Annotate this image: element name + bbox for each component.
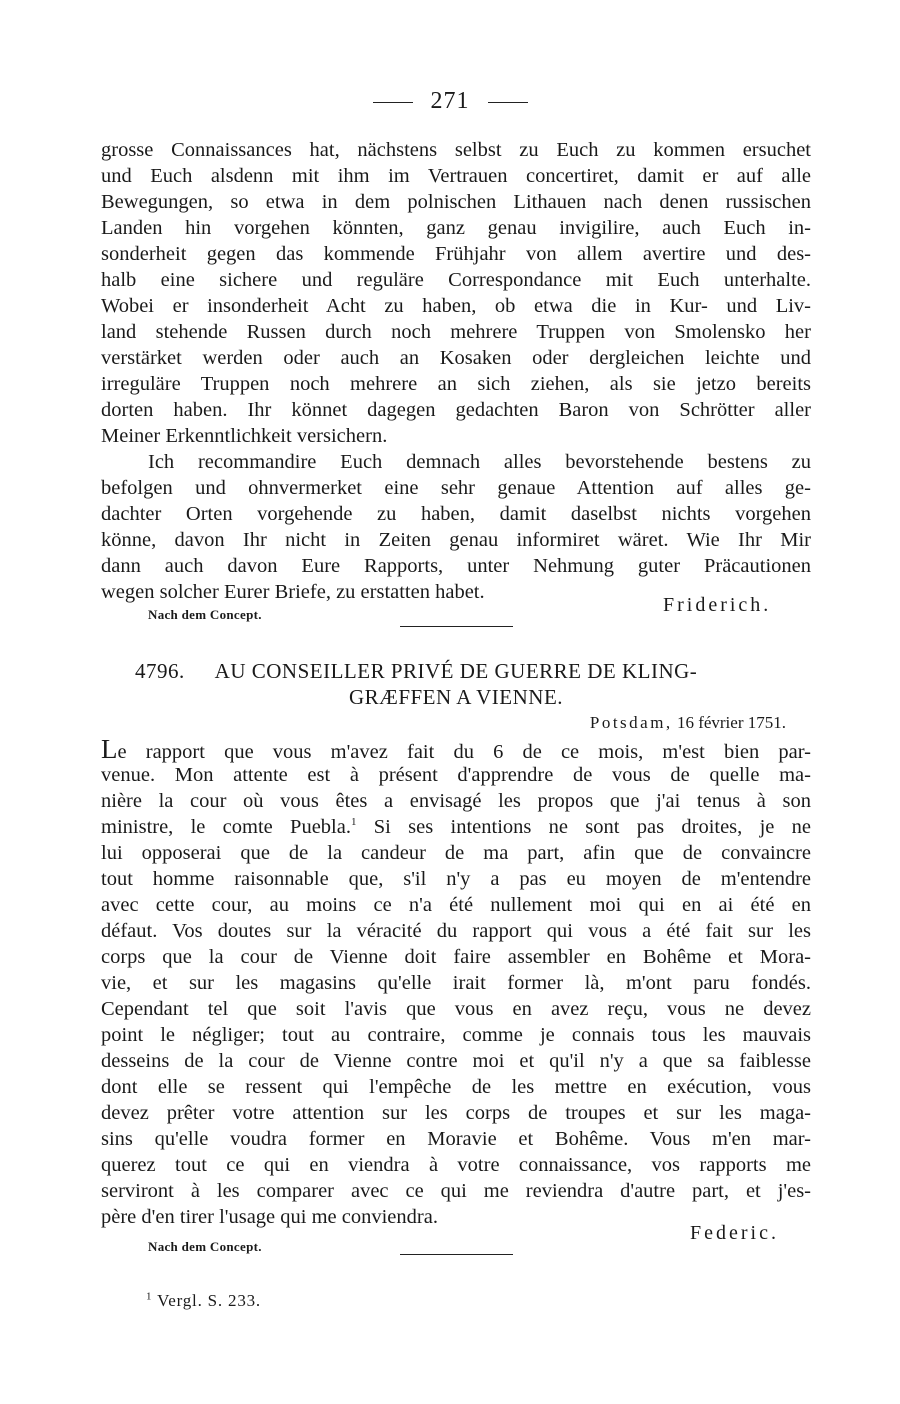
text-line: serviront à les comparer avec ce qui me reviendra d'autre part, et j'es-	[101, 1180, 811, 1202]
text-line: lui opposerai que de la candeur de ma part, afin que de convaincre	[101, 842, 811, 864]
page-number: 271	[430, 88, 470, 114]
page-header	[0, 88, 900, 115]
text-line: défaut. Vos doutes sur la véracité du rapport qui vous a été fait sur les	[101, 920, 811, 942]
header-dash-left	[373, 102, 413, 103]
text-span: Si ses intentions ne sont pas droites, je ne	[373, 816, 812, 838]
signature: Federic.	[690, 1222, 779, 1244]
section-divider	[400, 1254, 513, 1255]
text-line: könne, davon Ihr nicht in Zeiten genau informiret wäret. Wie Ihr Mir	[101, 529, 811, 551]
text-line: befolgen und ohnvermerket eine sehr genaue Attention auf alles ge-	[101, 477, 811, 499]
text-line: Landen hin vorgehen könnten, ganz genau invigilire, auch Euch in-	[101, 217, 811, 239]
text-line: Ich recommandire Euch demnach alles bevorstehende bestens zu	[148, 451, 811, 473]
letter-date: 16 février 1751.	[676, 713, 786, 732]
text-line: point le négliger; tout au contraire, comme je connais tous les mauvais	[101, 1024, 811, 1046]
text-line: desseins de la cour de Vienne contre moi et qu'il n'y a que sa faiblesse	[101, 1050, 811, 1072]
footnote-ref: 1	[350, 816, 357, 829]
letter-number: 4796.	[135, 659, 185, 683]
text-line: Cependant tel que soit l'avis que vous en avez reçu, vous ne devez	[101, 998, 811, 1020]
letter-heading	[101, 658, 811, 710]
source-note: Nach dem Concept.	[148, 1239, 262, 1254]
text-line: Meiner Erkenntlichkeit versichern.	[101, 425, 388, 447]
source-note: Nach dem Concept.	[148, 607, 262, 622]
drop-cap: L	[101, 734, 118, 764]
text-line: land stehende Russen durch noch mehrere Truppen von Smolensko her	[101, 321, 811, 343]
text-line: corps que la cour de Vienne doit faire assembler en Bohême et Mora-	[101, 946, 811, 968]
text-line: verstärket werden oder auch an Kosaken oder dergleichen leichte und	[101, 347, 811, 369]
text-line: sonderheit gegen das kommende Frühjahr von allem avertire und des-	[101, 243, 811, 265]
text-line: dachter Orten vorgehende zu haben, damit daselbst nichts vorgehen	[101, 503, 811, 525]
letter-heading-line2: GRÆFFEN A VIENNE.	[348, 685, 564, 709]
section1-body	[101, 137, 811, 605]
text-line: tout homme raisonnable que, s'il n'y a pas eu moyen de m'entendre	[101, 868, 811, 890]
text-line: halb eine sichere und reguläre Correspondance mit Euch unterhalte.	[101, 269, 811, 291]
place-date	[590, 713, 786, 733]
text-line: père d'en tirer l'usage qui me conviendra.	[101, 1206, 438, 1228]
section-divider	[400, 626, 513, 627]
text-line: wegen solcher Eurer Briefe, zu erstatten habet.	[101, 581, 485, 603]
footnote	[146, 1291, 261, 1311]
footnote-text: Vergl. S. 233.	[157, 1291, 261, 1310]
letter-place: Potsdam,	[589, 713, 673, 732]
text-line: sins qu'elle voudra former en Moravie et Bohême. Vous m'en mar-	[101, 1128, 811, 1150]
text-line: nière la cour où vous êtes a envisagé les propos que j'ai tenus à son	[101, 790, 811, 812]
text-line: dann auch davon Eure Rapports, unter Nehmung guter Präcautionen	[101, 555, 811, 577]
text-line: und Euch alsdenn mit ihm im Vertrauen concertiret, damit er auf alle	[101, 165, 811, 187]
letter-heading-line1: AU CONSEILLER PRIVÉ DE GUERRE DE KLING-	[214, 659, 698, 683]
text-line: querez tout ce qui en viendra à votre connaissance, vos rapports me	[101, 1154, 811, 1176]
text-line: irreguläre Truppen noch mehrere an sich ziehen, als sie jetzo bereits	[101, 373, 811, 395]
text-line	[101, 736, 811, 762]
text-line: vie, et sur les magasins qu'elle irait former là, m'ont paru fondés.	[101, 972, 811, 994]
text-line: avec cette cour, au moins ce n'a été nullement moi qui en ai été en	[101, 894, 811, 916]
first-line-rest: e rapport que vous m'avez fait du 6 de ce mois, m'est bien par-	[117, 741, 811, 763]
text-line: devez prêter votre attention sur les corps de troupes et sur les maga-	[101, 1102, 811, 1124]
letter-body	[101, 736, 811, 1230]
text-line: dorten haben. Ihr könnet dagegen gedachten Baron von Schrötter aller	[101, 399, 811, 421]
footnote-marker: 1	[146, 1290, 153, 1303]
header-dash-right	[488, 102, 528, 103]
text-span: ministre, le comte Puebla.	[101, 816, 351, 838]
text-line: dont elle se ressent qui l'empêche de les mettre en exécution, vous	[101, 1076, 811, 1098]
text-line	[101, 814, 811, 840]
text-line: venue. Mon attente est à présent d'apprendre de vous de quelle ma-	[101, 764, 811, 786]
signature: Friderich.	[663, 594, 772, 616]
text-line: Bewegungen, so etwa in dem polnischen Lithauen nach denen russischen	[101, 191, 811, 213]
text-line: grosse Connaissances hat, nächstens selbst zu Euch zu kommen ersuchet	[101, 139, 811, 161]
text-line: Wobei er insonderheit Acht zu haben, ob etwa die in Kur- und Liv-	[101, 295, 811, 317]
